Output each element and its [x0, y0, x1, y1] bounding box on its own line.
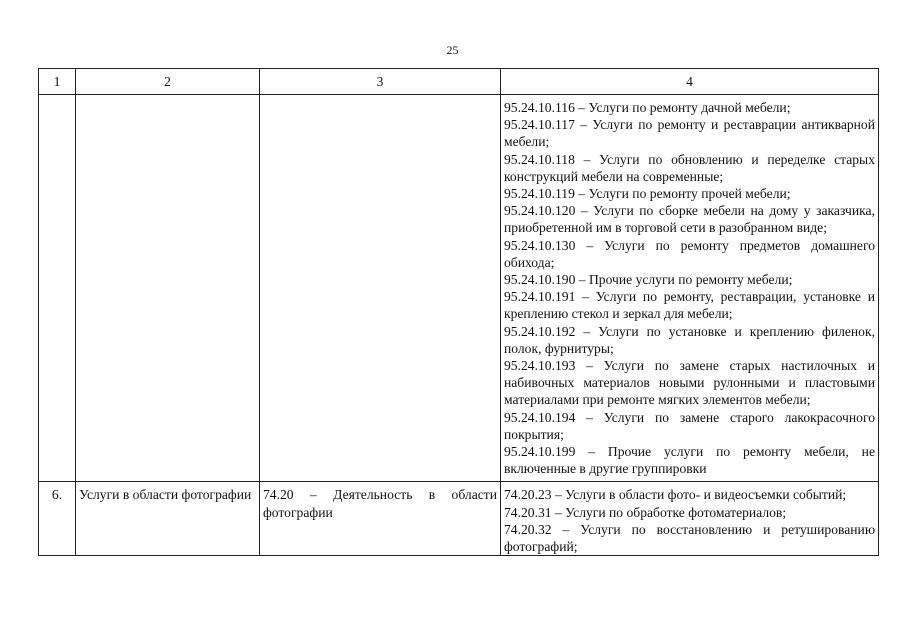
okpd-item: 95.24.10.120 – Услуги по сборке мебели на дому у заказчика, приобретенной им в торговой сети в разобранном виде; — [504, 203, 875, 236]
header-col-1: 1 — [39, 69, 76, 95]
okpd-item: 95.24.10.193 – Услуги по замене старых настилочных и набивочных материалов новыми рулонными и пластовыми материалами при ремонте мягких элементов мебели; — [504, 358, 875, 408]
okpd-item: 95.24.10.192 – Услуги по установке и креплению филенок, полок, фурнитуры; — [504, 323, 875, 356]
table-row-6 — [39, 482, 879, 556]
okved-code-cell — [260, 95, 501, 482]
service-name-cell: Услуги в области фотографии — [76, 482, 260, 556]
okpd-item: 95.24.10.190 – Прочие услуги по ремонту мебели; — [504, 272, 793, 288]
okpd-item: 74.20.31 – Услуги по обработке фотоматериалов; — [504, 504, 787, 520]
okpd-item: 95.24.10.117 – Услуги по ремонту и реставрации антикварной мебели; — [504, 117, 875, 150]
okpd-item: 74.20.23 – Услуги в области фото- и видеосъемки событий; — [504, 487, 847, 503]
table-row-continuation — [39, 95, 879, 482]
page-number: 25 — [446, 43, 459, 57]
okpd-item: 95.24.10.194 – Услуги по замене старого лакокрасочного покрытия; — [504, 409, 875, 442]
header-col-2: 2 — [76, 69, 260, 95]
okpd-item: 74.20.32 – Услуги по восстановлению и ретушированию фотографий; — [504, 521, 875, 555]
services-table — [38, 68, 879, 556]
header-col-3: 3 — [260, 69, 501, 95]
okpd-item: 95.24.10.118 – Услуги по обновлению и переделке старых конструкций мебели на современные; — [504, 151, 875, 184]
header-col-4: 4 — [501, 69, 879, 95]
okpd-item: 95.24.10.130 – Услуги по ремонту предметов домашнего обихода; — [504, 237, 875, 270]
service-name-cell — [76, 95, 260, 482]
okpd-item: 95.24.10.199 – Прочие услуги по ремонту мебели, не включенные в другие группировки — [504, 444, 875, 477]
okpd-codes-cell — [501, 95, 879, 482]
row-number-cell: 6. — [39, 482, 76, 556]
okpd-codes-cell — [501, 482, 879, 556]
okpd-item: 95.24.10.191 – Услуги по ремонту, реставрации, установке и креплению стекол и зеркал для мебели; — [504, 289, 875, 322]
row-number-cell — [39, 95, 76, 482]
okved-code-cell: 74.20 – Деятельность в области фотографии — [260, 482, 501, 556]
okpd-item: 95.24.10.116 – Услуги по ремонту дачной мебели; — [504, 100, 791, 115]
table-header-row — [39, 69, 879, 95]
okpd-item: 95.24.10.119 – Услуги по ремонту прочей мебели; — [504, 186, 791, 202]
